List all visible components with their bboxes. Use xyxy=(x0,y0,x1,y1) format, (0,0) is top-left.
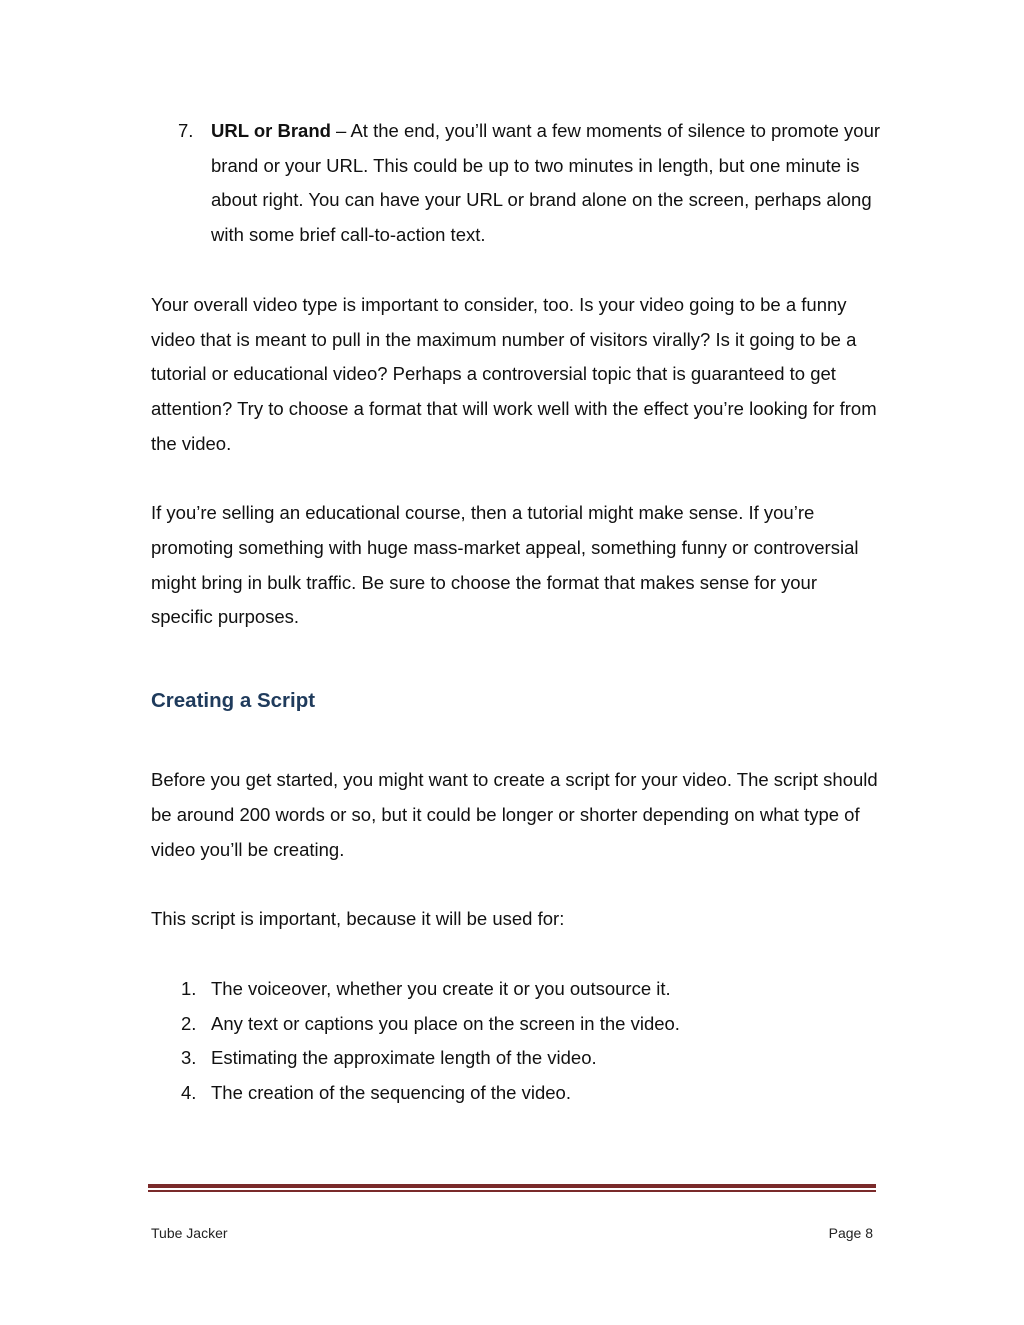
script-uses-list xyxy=(151,972,881,1111)
footer-page-number: Page 8 xyxy=(828,1225,873,1241)
footer-divider-thin xyxy=(148,1190,876,1192)
paragraph-script-uses: This script is important, because it will be used for: xyxy=(151,908,565,930)
list-item-text: The creation of the sequencing of the video. xyxy=(211,1082,571,1104)
footer-document-title: Tube Jacker xyxy=(151,1225,228,1241)
list-item xyxy=(151,972,881,1007)
paragraph-script-intro: Before you get started, you might want to create a script for your video. The script should be around 200 words or so, but it could be longer or shorter depending on what type of video you’ll be creating. xyxy=(151,769,878,860)
list-item-text: – At the end, you’ll want a few moments of silence to promote your brand or your URL. This could be up to two minutes in length, but one minute is about right. You can have your URL or brand alone on the screen, perhaps along with some brief call-to-action text. xyxy=(211,120,881,246)
page-content xyxy=(151,114,881,1111)
footer-divider-thick xyxy=(148,1184,876,1188)
paragraph-format-choice: If you’re selling an educational course, then a tutorial might make sense. If you’re promoting something with huge mass-market appeal, something funny or controversial might bring in bulk traffic. Be sure to choose the format that makes sense for your specific purposes. xyxy=(151,502,859,628)
paragraph-video-type: Your overall video type is important to consider, too. Is your video going to be a funny video that is meant to pull in the maximum number of visitors virally? Is it going to be a tutorial or educational video? Perhaps a controversial topic that is guaranteed to get attention? Try to choose a format that will work well with the effect you’re looking for from the video. xyxy=(151,293,877,454)
footer-divider xyxy=(148,1184,876,1194)
list-item-text: The voiceover, whether you create it or you outsource it. xyxy=(211,977,671,999)
list-item-text: Any text or captions you place on the screen in the video. xyxy=(211,1012,680,1034)
list-item-url-or-brand xyxy=(151,114,881,253)
section-heading: Creating a Script xyxy=(151,689,316,713)
list-item xyxy=(151,1041,881,1076)
list-number: 7. xyxy=(178,120,194,141)
list-item-text: Estimating the approximate length of the video. xyxy=(211,1047,597,1069)
list-item xyxy=(151,1007,881,1042)
list-item-title: URL or Brand xyxy=(211,120,331,141)
list-number: 3. xyxy=(181,1047,197,1069)
list-number: 2. xyxy=(181,1012,197,1034)
list-number: 4. xyxy=(181,1082,197,1104)
list-number: 1. xyxy=(181,977,197,999)
list-item xyxy=(151,1076,881,1111)
